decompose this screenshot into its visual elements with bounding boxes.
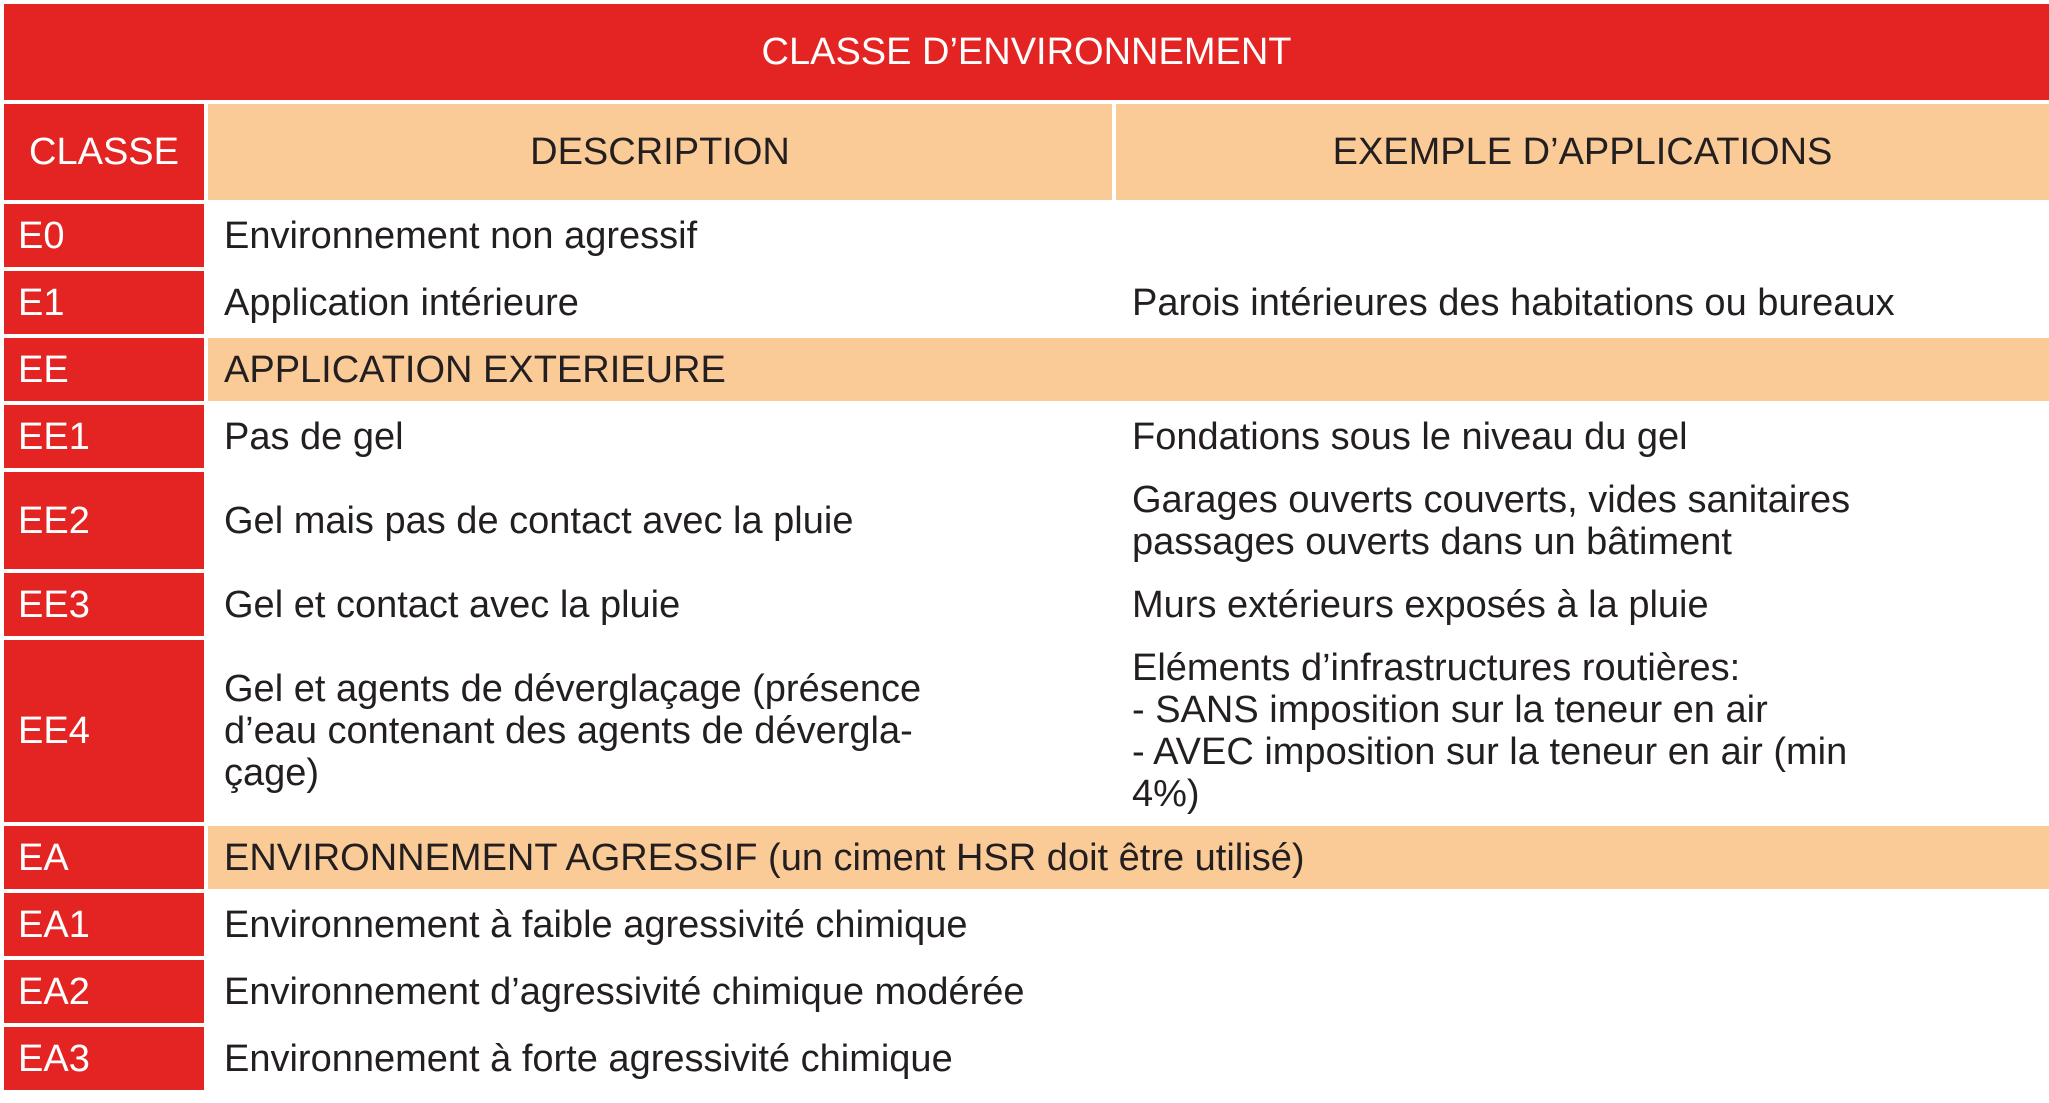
class-code: EE1 xyxy=(4,405,204,468)
class-code: EA2 xyxy=(4,960,204,1023)
exemple-cell xyxy=(1116,1027,2049,1090)
section-row xyxy=(4,338,2049,401)
exemple-cell: Parois intérieures des habitations ou bureaux xyxy=(1116,271,2049,334)
exemple-cell xyxy=(1116,640,2049,822)
class-code: EE3 xyxy=(4,573,204,636)
header-row xyxy=(4,104,2049,200)
description-line: d’eau contenant des agents de dévergla- xyxy=(224,710,913,752)
table-row xyxy=(4,640,2049,822)
exemple-line: - SANS imposition sur la teneur en air xyxy=(1132,689,1768,731)
exemple-cell xyxy=(1116,204,2049,267)
header-description: DESCRIPTION xyxy=(208,104,1112,200)
table-row xyxy=(4,204,2049,267)
class-code: E0 xyxy=(4,204,204,267)
description-cell: Gel mais pas de contact avec la pluie xyxy=(208,472,1112,569)
exemple-line: Eléments d’infrastructures routières: xyxy=(1132,647,1741,689)
exemple-line: - AVEC imposition sur la teneur en air (min xyxy=(1132,731,1848,773)
table-row xyxy=(4,960,2049,1023)
description-cell xyxy=(208,640,1112,822)
exemple-line: passages ouverts dans un bâtiment xyxy=(1132,520,1732,563)
class-code: EE2 xyxy=(4,472,204,569)
table-row xyxy=(4,893,2049,956)
description-line: çage) xyxy=(224,752,320,794)
exemple-line: 4%) xyxy=(1132,773,1200,815)
class-code: EE xyxy=(4,338,204,401)
exemple-cell xyxy=(1116,893,2049,956)
table-row xyxy=(4,573,2049,636)
exemple-line: Garages ouverts couverts, vides sanitaires xyxy=(1132,478,1851,521)
description-cell: Environnement à forte agressivité chimique xyxy=(208,1027,1112,1090)
description-cell: Environnement d’agressivité chimique modérée xyxy=(208,960,1112,1023)
class-code: EE4 xyxy=(4,640,204,822)
header-classe: CLASSE xyxy=(4,104,204,200)
section-row xyxy=(4,826,2049,889)
table-title: CLASSE D’ENVIRONNEMENT xyxy=(4,4,2049,100)
table-row xyxy=(4,472,2049,569)
exemple-cell: Fondations sous le niveau du gel xyxy=(1116,405,2049,468)
description-cell: Environnement non agressif xyxy=(208,204,1112,267)
description-line: Gel et agents de déverglaçage (présence xyxy=(224,668,922,710)
description-cell: Pas de gel xyxy=(208,405,1112,468)
section-heading: APPLICATION EXTERIEURE xyxy=(208,338,2049,401)
title-row xyxy=(4,4,2049,100)
class-code: EA3 xyxy=(4,1027,204,1090)
table-row xyxy=(4,405,2049,468)
header-exemple: EXEMPLE D’APPLICATIONS xyxy=(1116,104,2049,200)
description-cell: Gel et contact avec la pluie xyxy=(208,573,1112,636)
description-cell: Environnement à faible agressivité chimique xyxy=(208,893,1112,956)
exemple-cell xyxy=(1116,960,2049,1023)
class-code: EA1 xyxy=(4,893,204,956)
table-row xyxy=(4,1027,2049,1090)
exemple-cell xyxy=(1116,472,2049,569)
exemple-cell: Murs extérieurs exposés à la pluie xyxy=(1116,573,2049,636)
class-code: E1 xyxy=(4,271,204,334)
class-code: EA xyxy=(4,826,204,889)
table-row xyxy=(4,271,2049,334)
section-heading: ENVIRONNEMENT AGRESSIF (un ciment HSR doit être utilisé) xyxy=(208,826,2049,889)
description-cell: Application intérieure xyxy=(208,271,1112,334)
